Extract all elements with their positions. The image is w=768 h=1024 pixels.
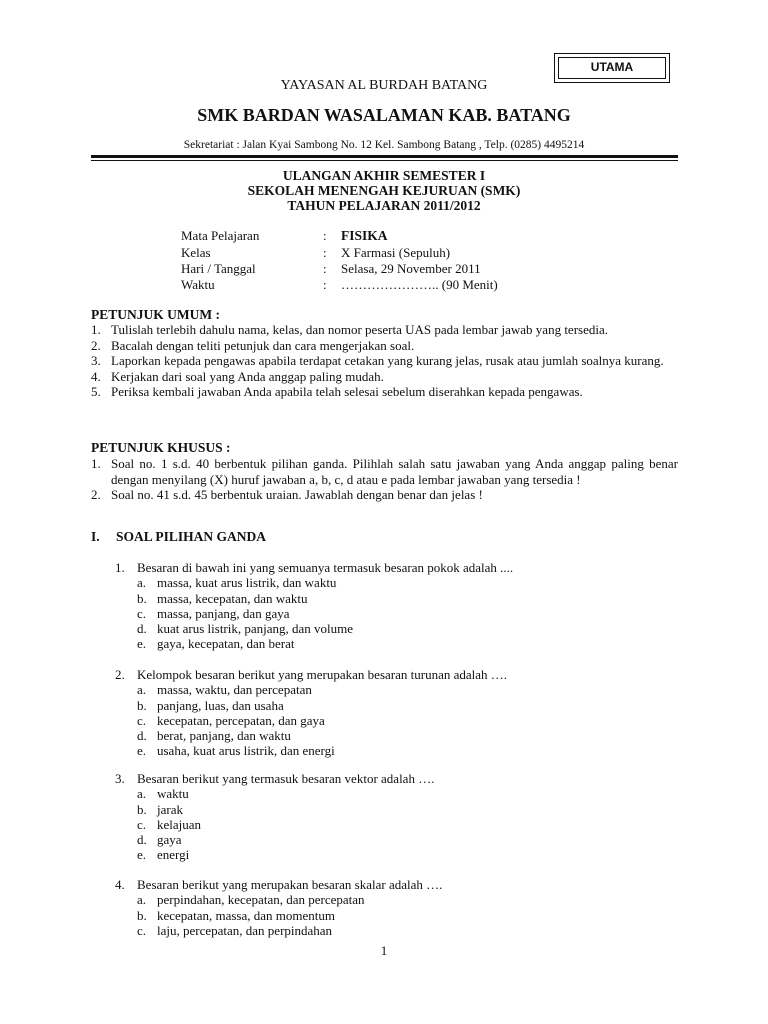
answer-option: b. kecepatan, massa, dan momentum [137,907,335,923]
info-value: Selasa, 29 November 2011 [341,261,481,276]
answer-option: a. perpindahan, kecepatan, dan percepatan [137,892,365,908]
exam-school-level: SEKOLAH MENENGAH KEJURUAN (SMK) [247,183,521,198]
answer-option: a. massa, waktu, dan percepatan [137,682,312,698]
answer-option: b. panjang, luas, dan usaha [137,697,284,713]
question-1 [115,560,678,652]
list-item: 4. Kerjakan dari soal yang Anda anggap paling mudah. [91,368,384,384]
answer-option: e. gaya, kecepatan, dan berat [137,636,295,652]
answer-option: d. gaya [137,832,182,848]
answer-option: e. usaha, kuat arus listrik, dan energi [137,743,335,759]
question-2 [115,667,678,759]
answer-option: c. kelajuan [137,816,202,832]
secretariat-address: Sekretariat : Jalan Kyai Sambong No. 12 Kel. Sambong Batang , Telp. (0285) 4495214 [183,139,585,151]
info-label: Hari / Tanggal [181,261,256,276]
answer-option: a. waktu [137,786,189,802]
question-3 [115,771,678,863]
question-stem: 2. Kelompok besaran berikut yang merupakan besaran turunan adalah …. [115,667,508,682]
answer-option: d. berat, panjang, dan waktu [137,728,291,744]
answer-option: d. kuat arus listrik, panjang, dan volume [137,621,354,637]
list-item: 2. Soal no. 41 s.d. 45 berbentuk uraian. Jawablah dengan benar dan jelas ! [91,487,483,502]
special-instructions-list [91,456,678,503]
info-label: Mata Pelajaran [181,228,260,243]
info-value: X Farmasi (Sepuluh) [341,245,451,260]
info-colon: : [323,277,327,292]
section-title: SOAL PILIHAN GANDA [116,529,267,544]
answer-option: e. energi [137,847,190,863]
foundation-name: YAYASAN AL BURDAH BATANG [280,78,488,93]
answer-option: c. massa, panjang, dan gaya [137,605,290,621]
exam-academic-year: TAHUN PELAJARAN 2011/2012 [287,198,481,213]
answer-option: b. massa, kecepatan, dan waktu [137,590,308,606]
info-label: Kelas [181,245,211,260]
info-colon: : [323,261,327,276]
question-4 [115,877,678,938]
list-item: 1. Soal no. 1 s.d. 40 berbentuk pilihan ganda. Pilihlah salah satu jawaban yang Anda anggap paling benar dengan menyilang (X) huruf jawaban a, b, c, d atau e pada lembar jawaban yang tersedia ! [91,456,678,487]
header-divider-thick [91,155,678,158]
list-item: 2. Bacalah dengan teliti petunjuk dan cara mengerjakan soal. [91,337,415,353]
info-value: FISIKA [341,228,388,243]
list-item: 3. Laporkan kepada pengawas apabila terdapat cetakan yang kurang jelas, rusak atau jumlah soalnya kurang. [91,353,664,368]
school-name: SMK BARDAN WASALAMAN KAB. BATANG [197,105,571,125]
info-colon: : [323,228,327,243]
list-item: 1. Tulislah terlebih dahulu nama, kelas, dan nomor peserta UAS pada lembar jawab yang tersedia. [91,322,608,337]
page-number: 1 [380,943,388,958]
info-value: ………………….. (90 Menit) [341,277,498,292]
header-divider-thin [91,160,678,161]
question-stem: 1. Besaran di bawah ini yang semuanya termasuk besaran pokok adalah .... [115,560,514,575]
exam-title: ULANGAN AKHIR SEMESTER I [282,168,486,183]
badge-label: UTAMA [558,57,666,79]
answer-option: a. massa, kuat arus listrik, dan waktu [137,575,337,591]
section-number: I. [91,529,100,544]
info-colon: : [323,245,327,260]
question-stem: 3. Besaran berikut yang termasuk besaran vektor adalah …. [115,771,435,786]
special-instructions-heading: PETUNJUK KHUSUS : [91,440,231,455]
answer-option: c. laju, percepatan, dan perpindahan [137,922,333,938]
general-instructions-list [91,322,678,400]
general-instructions-heading: PETUNJUK UMUM : [91,307,220,322]
list-item: 5. Periksa kembali jawaban Anda apabila telah selesai sebelum diserahkan kepada pengawas. [91,384,583,399]
answer-option: b. jarak [137,801,183,817]
question-stem: 4. Besaran berikut yang merupakan besaran skalar adalah …. [115,877,443,892]
answer-option: c. kecepatan, percepatan, dan gaya [137,712,325,728]
info-label: Waktu [181,277,215,292]
